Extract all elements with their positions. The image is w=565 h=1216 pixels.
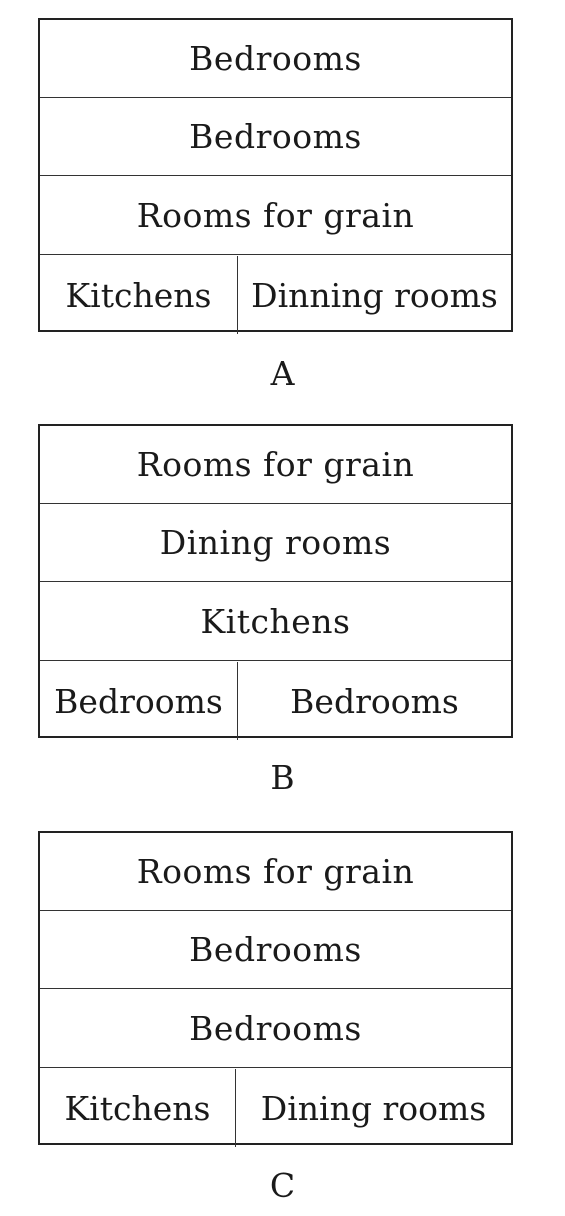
- bottom-row-c: [40, 1069, 511, 1147]
- row-c-3: Bedrooms: [40, 990, 511, 1068]
- cell-b-right: Bedrooms: [290, 681, 459, 721]
- bottom-row-a: [40, 256, 511, 334]
- row-c-1: Rooms for grain: [40, 833, 511, 911]
- row-b-3: Kitchens: [40, 583, 511, 661]
- row-c-2: Bedrooms: [40, 911, 511, 989]
- row-a-3: Rooms for grain: [40, 177, 511, 255]
- option-label-a: A: [270, 354, 295, 393]
- row-b-1: Rooms for grain: [40, 426, 511, 504]
- option-label-c: C: [269, 1166, 296, 1205]
- cell-a-right: Dinning rooms: [251, 275, 498, 315]
- floor-plan-b: [38, 424, 513, 738]
- cell-c-right: Dining rooms: [260, 1088, 487, 1128]
- cell-a-left: Kitchens: [40, 256, 238, 334]
- option-label-b: B: [270, 758, 295, 797]
- row-b-2: Dining rooms: [40, 504, 511, 582]
- cell-b-left: Bedrooms: [40, 662, 238, 740]
- bottom-row-b: [40, 662, 511, 740]
- row-a-1: Bedrooms: [40, 20, 511, 98]
- cell-c-left: Kitchens: [40, 1069, 236, 1147]
- row-a-2: Bedrooms: [40, 98, 511, 176]
- floor-plan-c: [38, 831, 513, 1145]
- floor-plan-a: [38, 18, 513, 332]
